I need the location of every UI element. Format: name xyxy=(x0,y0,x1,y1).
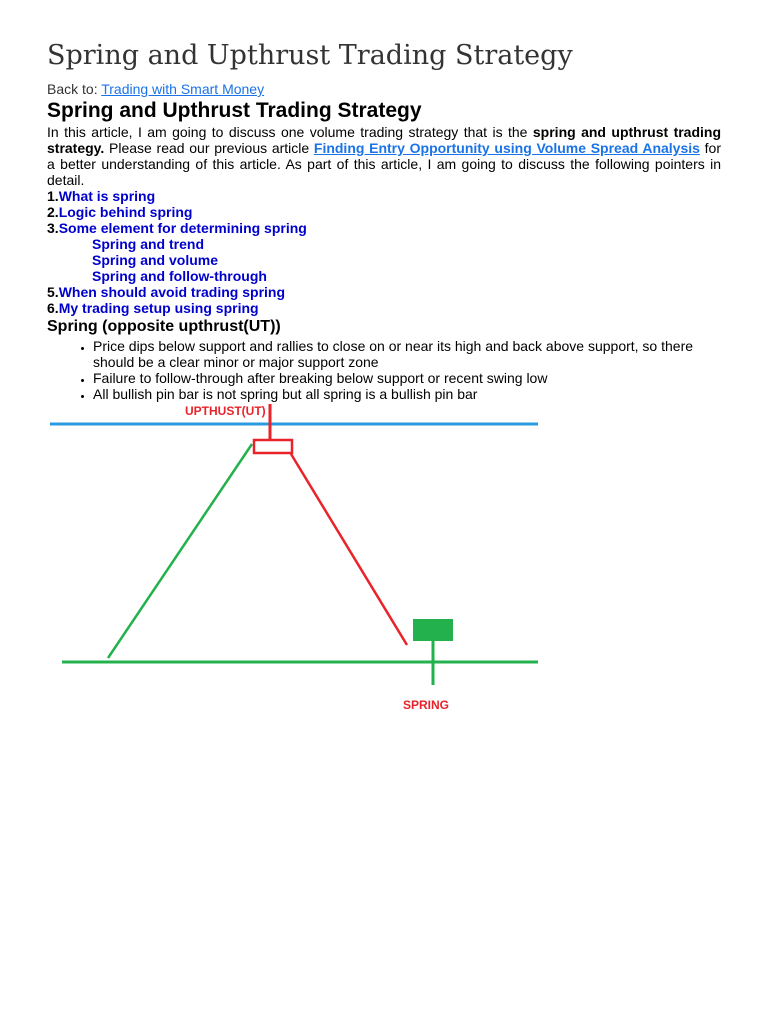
toc-number: 6. xyxy=(47,300,59,316)
article-content xyxy=(47,98,721,402)
upthrust-candle xyxy=(254,440,292,453)
back-to-breadcrumb xyxy=(47,81,264,97)
toc-subitem[interactable]: Spring and follow-through xyxy=(92,268,267,284)
article-heading: Spring and Upthrust Trading Strategy xyxy=(47,99,422,122)
up-leg-line xyxy=(108,444,252,658)
bullet-list xyxy=(47,338,721,402)
toc-label: When should avoid trading spring xyxy=(58,284,286,300)
document-title: Spring and Upthrust Trading Strategy xyxy=(47,40,573,71)
toc-label: What is spring xyxy=(58,188,156,204)
back-to-prefix: Back to: xyxy=(47,81,102,97)
intro-paragraph xyxy=(47,124,721,188)
toc-number: 2. xyxy=(47,204,59,220)
section-heading: Spring (opposite upthrust(UT)) xyxy=(47,318,281,335)
intro-text-2: Please read our previous article xyxy=(104,140,314,156)
bullet-item: • Price dips below support and rallies to close on or near its high and back above support, so there should be a clear minor or major support zone xyxy=(93,338,721,370)
toc-item[interactable] xyxy=(47,204,721,220)
intro-bold-text: spring and upthrust trading strategy. xyxy=(47,124,722,156)
table-of-contents xyxy=(47,188,721,316)
bullet-item: • All bullish pin bar is not spring but all spring is a bullish pin bar xyxy=(93,386,721,402)
toc-subitem[interactable]: Spring and volume xyxy=(92,252,219,268)
down-leg-line xyxy=(291,454,407,645)
upthrust-label: UPTHUST(UT) xyxy=(185,404,266,418)
toc-number: 3. xyxy=(47,220,59,236)
toc-subitem[interactable]: Spring and trend xyxy=(92,236,204,252)
back-to-link[interactable]: Trading with Smart Money xyxy=(101,81,265,97)
spring-upthrust-diagram xyxy=(0,400,768,720)
bullet-item: • Failure to follow-through after breaking below support or recent swing low xyxy=(93,370,721,386)
spring-label: SPRING xyxy=(403,698,450,712)
toc-label: My trading setup using spring xyxy=(58,300,259,316)
toc-number: 5. xyxy=(47,284,59,300)
spring-candle xyxy=(413,619,453,641)
toc-label: Some element for determining spring xyxy=(58,220,307,236)
previous-article-link[interactable]: Finding Entry Opportunity using Volume Spread Analysis xyxy=(313,140,700,156)
toc-item[interactable] xyxy=(47,284,721,300)
toc-number: 1. xyxy=(47,188,59,204)
toc-item[interactable] xyxy=(47,220,721,236)
intro-text-3: for a better understanding of this article. As part of this article, I am going to discuss the following pointers in detail. xyxy=(47,140,721,188)
toc-item[interactable] xyxy=(47,188,721,204)
toc-label: Logic behind spring xyxy=(58,204,193,220)
intro-text-1: In this article, I am going to discuss one volume trading strategy that is the xyxy=(47,124,533,140)
toc-item[interactable] xyxy=(47,300,721,316)
